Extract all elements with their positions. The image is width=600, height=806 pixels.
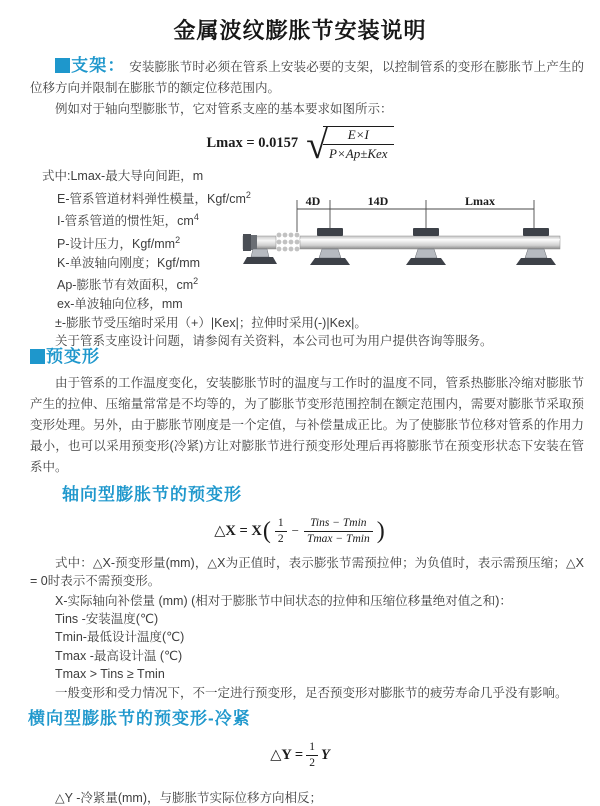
anchor-end — [243, 234, 276, 251]
support-example-line: 例如对于轴向型膨胀节，它对管系支座的基本要求如图所示： — [55, 102, 393, 116]
pipe — [300, 236, 560, 249]
support-intro-paragraph — [30, 55, 584, 99]
unit-superscript: 2 — [245, 189, 251, 200]
unit-superscript: 2 — [175, 235, 181, 246]
one-half-fraction: $\frac{1}{2}$ — [306, 740, 318, 771]
temp-inequality-line: Tmax > Tins ≥ Tmin — [55, 666, 165, 681]
minus-operator: − — [291, 523, 299, 538]
definition-line: Ap-膨胀节有效面积，$cm^2$ — [57, 276, 199, 293]
axial-formula-lhs: △X = X — [214, 523, 262, 539]
definition-line: I-管系管道的惯性矩，$cm^4$ — [57, 212, 199, 229]
temp-line: Tmax -最高设计温 (℃) — [55, 648, 183, 663]
axial-predeform-subheading: 轴向型膨胀节的预变形 — [62, 485, 242, 504]
lmax-formula — [0, 122, 600, 167]
lmax-formula-lhs: Lmax = 0.0157 — [206, 134, 299, 151]
unit-superscript: 2 — [193, 276, 199, 287]
lateral-predeform-formula — [0, 737, 600, 773]
lmax-formula-numerator: E×I — [323, 127, 394, 145]
lmax-formula-denominator: P×Ap±Kex — [329, 146, 388, 161]
definitions-and-diagram — [0, 167, 600, 349]
section-square-icon — [30, 349, 45, 364]
definition-line: 式中:Lmax-最大导向间距，m — [42, 169, 204, 183]
axial-variable-list — [55, 592, 584, 683]
bellows-icon — [277, 233, 300, 252]
axial-predeform-formula — [0, 511, 600, 551]
section-square-icon — [55, 58, 70, 73]
one-half-fraction: $\frac{1}{2}$ — [275, 516, 287, 547]
axial-note-line: 一般变形和受力情况下，不一定进行预变形，足否预变形对膨胀节的疲劳寿命几乎没有影响。 — [55, 686, 568, 701]
pipe-support-spacing-diagram — [238, 189, 596, 288]
temperature-fraction-denominator: Tmax − Tmin — [306, 532, 370, 545]
definition-line: 关于管系支座设计问题，请参阅有关资料，本公司也可为用户提供咨询等服务。 — [55, 334, 493, 349]
definition-line: ±-膨胀节受压缩时采用（+）|Kex|；拉伸时采用(-)|Kex|。 — [55, 315, 367, 330]
temp-line: Tins -安装温度(℃) — [55, 612, 159, 627]
dimension-lines — [297, 200, 534, 232]
temp-line: Tmin-最低设计温度(℃) — [55, 630, 185, 645]
lmax-formula-fraction — [323, 126, 394, 162]
lateral-predeform-subheading: 横向型膨胀节的预变形-冷紧 — [28, 709, 251, 729]
dim-label-4d: 4D — [305, 194, 321, 208]
definition-line: ex-单波轴向位移，mm — [57, 297, 183, 312]
lateral-formula-rhs: Y — [320, 746, 330, 763]
close-paren: ) — [376, 518, 385, 544]
support-section-heading: 支架： — [71, 56, 126, 75]
temperature-fraction — [304, 516, 373, 547]
x-definition-line: X-实际轴向补偿量 (mm) (相对于膨胀节中间状态的拉伸和压缩位移量绝对值之和)： — [55, 594, 512, 608]
dim-label-lmax: Lmax — [465, 194, 495, 208]
predeform-section-heading: 预变形 — [46, 347, 100, 366]
dim-label-14d: 14D — [367, 194, 389, 208]
anchor-support — [243, 249, 277, 264]
definition-line: K-单波轴向刚度；Kgf/mm — [57, 255, 201, 270]
predeform-body-paragraph: 由于管系的工作温度变化，安装膨胀节时的温度与工作时的温度不同，管系热膨胀冷缩对膨胀节产生的拉伸、压缩量常常是不均等的，为了膨胀节变形范围控制在额定范围内，需要对膨胀节采取预变形处理。另外，由于膨胀节刚度是一个定值，与补偿量成正比。为了使膨胀节位移对管系的作用力最小，也可以采用预变形(冷紧)方让对膨胀节进行预变形处理后再将膨胀节在预变形状态下安装在管系中。 — [30, 376, 584, 474]
definition-line: P-设计压力，Kgf/$mm^2$ — [57, 235, 181, 252]
open-paren: ( — [262, 518, 271, 544]
lateral-formula-lhs: △Y = — [270, 747, 304, 764]
support-intro-text: 安装膨胀节时必须在管系上安装必要的支架，以控制管系的变形在膨胀节上产生的位移方向并限制在膨胀节的额定位移范围内。 — [30, 60, 585, 95]
temperature-fraction-numerator: Tins − Tmin — [304, 516, 373, 532]
definition-line: E-管系管道材料弹性模量，Kgf/$cm^2$ — [57, 189, 251, 206]
unit-superscript: 4 — [193, 212, 199, 223]
lateral-note-line: △Y -冷紧量(mm)，与膨胀节实际位移方向相反； — [55, 791, 323, 806]
document-page — [0, 14, 600, 806]
axial-formula-explanation: 式中：△X-预变形量(mm)，△X为正值时，表示膨张节需预拉伸；为负值时，表示需预压缩；△X = 0时表示不需预变形。 — [30, 556, 584, 588]
page-title: 金属波纹膨胀节安装说明 — [173, 18, 427, 43]
sqrt-symbol: √ — [306, 122, 329, 167]
